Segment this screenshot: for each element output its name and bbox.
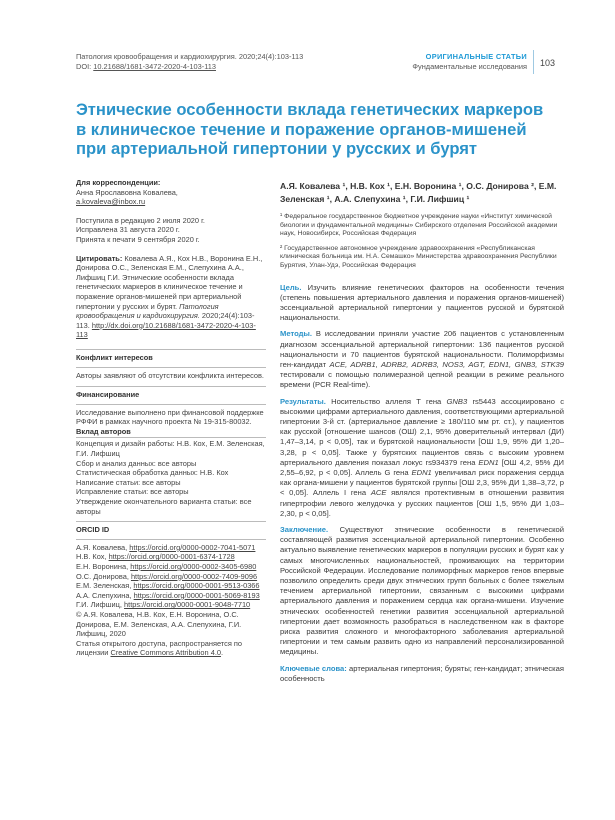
citation-label: Цитировать:	[76, 253, 123, 263]
contrib-item: Сбор и анализ данных: все авторы	[76, 458, 197, 468]
conclusion-text: Существуют этнические особенности в генетической составляющей развития эссенциальной артериальной гипертонии. Особенно актуально выявление генетических маркеров в популяции русских и бурят как у самых многочисленных национальностей, проживающих на территории Российской Федерации. Исследование полиморфных маркеров генов впервые позволило определить среди двух этнических групп больных с более тяжелым течением артериальной гипертонии, связанным с высокими цифрами артериального давления и поражением сердца как органа-мишени. Изучение этнических особенностей генетики развития эссенциальной артериальной гипертонии дает возможность разобраться в наследственном как в факторе риска развития сложного и многофакторного заболевания артериальной гипертонии и тем самым развить одно из направлений персонализированной медицины.	[280, 525, 564, 657]
contrib-label: Вклад авторов	[76, 426, 131, 436]
orcid-link[interactable]: https://orcid.org/0000-0001-6374-1728	[108, 552, 235, 562]
header-divider	[533, 50, 534, 74]
orcid-author: Е.Н. Воронина,	[76, 562, 131, 571]
orcid-link[interactable]: https://orcid.org/0000-0002-3405-6980	[130, 562, 257, 571]
methods-genes: ACE, ADRB1, ADRB2, ADRB3, NOS3, AGT, EDN1, GNB3, STK39	[329, 359, 565, 369]
orcid-label: ORCID ID	[76, 525, 110, 535]
gene-gnb3: GNB3	[446, 396, 468, 406]
orcid-entry	[76, 581, 266, 591]
orcid-entry	[76, 562, 266, 572]
contrib-item: Исправление статьи: все авторы	[76, 487, 189, 497]
date-revised: Исправлена 31 августа 2020 г.	[76, 225, 180, 235]
divider	[76, 521, 266, 522]
abstract-methods	[280, 329, 564, 390]
results-label: Результаты.	[280, 396, 326, 406]
copyright: © А.Я. Ковалева, Н.В. Кох, Е.Н. Воронина, О.С. Донирова, Е.М. Зеленская, А.А. Слепухина, Г.И. Лифшиц, 2020	[76, 609, 242, 639]
date-accepted: Принята к печати 9 сентября 2020 г.	[76, 234, 200, 244]
article-title: Этнические особенности вклада генетических маркеров в клиническое течение и поражение органов-мишеней при артериальной гипертонии у русских и бурят	[76, 100, 544, 158]
results-text-2: rs5443 ассоциировано с высокими цифрами артериального давления, соответствующими артериальной гипертонии 3-й ст. (артериальное давление ≥ 180/110 мм рт. ст.), у пациентов как русской [отношение шансов (ОШ) 2,1, 95% доверительный интервал (ДИ) 1,47–3,14, p < 0,05], так и бурятской национальности [ОШ 1,9, 95% ДИ 1,20–3,28, p < 0,05]. Также у бурятских пациентов связь с высоким уровнем артериального давления показал локус rs934379 гена	[280, 396, 564, 467]
page-number: 103	[540, 58, 556, 68]
citation-block	[76, 254, 266, 340]
funding-label: Финансирование	[76, 390, 140, 400]
abstract-conclusion	[280, 525, 564, 658]
divider	[76, 349, 266, 350]
license-text: Статья открытого доступа, распространяется по лицензии	[76, 638, 243, 658]
conflict-text: Авторы заявляют об отсутствии конфликта интересов.	[76, 370, 264, 380]
methods-text: В исследовании приняли участие 206 пациентов с установленным диагнозом эссенциальной артериальной гипертонии: 136 пациентов русской национальности и 70 пациентов бурятской национальности. Полиморфизмы ген-кандидат	[280, 329, 564, 369]
results-text-4: увеличивал риск поражения сердца как органа-мишени у пациентов бурятской группы [ОШ 2,3, 95% ДИ 1,38–3,72, p < 0,05]. Аллель I гена	[280, 468, 564, 498]
main-column	[280, 180, 564, 690]
divider	[76, 437, 266, 438]
keywords-label: Ключевые слова:	[280, 663, 347, 673]
orcid-link[interactable]: https://orcid.org/0000-0001-9048-7710	[124, 600, 251, 610]
journal-header	[76, 52, 303, 72]
divider	[76, 386, 266, 387]
gene-edn1: EDN1	[478, 457, 499, 467]
keywords	[280, 664, 564, 684]
divider	[76, 539, 266, 540]
left-sidebar	[76, 178, 266, 658]
orcid-author: Г.И. Лифшиц,	[76, 600, 125, 610]
date-received: Поступила в редакцию 2 июля 2020 г.	[76, 215, 205, 225]
orcid-entry	[76, 543, 266, 553]
doi-label: DOI:	[76, 62, 94, 71]
author-list: А.Я. Ковалева ¹, Н.В. Кох ¹, Е.Н. Воронина ¹, О.С. Донирова ², Е.М. Зеленская ¹, А.А. Слепухина ¹, Г.И. Лифшиц ¹	[280, 181, 557, 204]
citation-journal: Патология кровообращения и кардиохирургия.	[76, 301, 219, 321]
orcid-entry	[76, 572, 266, 582]
citation-link[interactable]: http://dx.doi.org/10.21688/1681-3472-2020-4-103-113	[76, 320, 256, 340]
orcid-author: Е.М. Зеленская,	[76, 581, 134, 591]
correspondence-email[interactable]: a.kovaleva@inbox.ru	[76, 197, 146, 207]
section-name: ОРИГИНАЛЬНЫЕ СТАТЬИ	[425, 52, 527, 61]
orcid-link[interactable]: https://orcid.org/0000-0001-9513-0366	[133, 581, 260, 591]
methods-text-2: тестировали с помощью полимеразной цепной реакции в режиме реального времени (PCR Real-time).	[280, 370, 564, 390]
divider	[76, 367, 266, 368]
correspondence-name: Анна Ярославовна Ковалева,	[76, 187, 178, 197]
orcid-link[interactable]: https://orcid.org/0000-0002-7041-5071	[129, 542, 256, 552]
citation-ref: 2020;24(4):103-113.	[76, 311, 255, 330]
orcid-link[interactable]: https://orcid.org/0000-0002-7409-9096	[130, 571, 258, 581]
results-text: Носительство аллеля T гена	[325, 396, 447, 406]
abstract-aim	[280, 283, 564, 324]
divider	[76, 404, 266, 405]
conclusion-label: Заключение.	[280, 525, 329, 535]
orcid-author: О.С. Донирова,	[76, 571, 131, 581]
contrib-item: Утверждение окончательного варианта статьи: все авторы	[76, 497, 252, 516]
affiliation-1: ¹ Федеральное государственное бюджетное учреждение науки «Институт химической биологии и фундаментальной медицины» Сибирского отделения Российской академии наук, Новосибирск, Российская Федерация	[280, 213, 558, 238]
orcid-entry	[76, 600, 266, 610]
contrib-item: Статистическая обработка данных: Н.В. Кох	[76, 468, 229, 478]
orcid-entry	[76, 552, 266, 562]
subsection-name: Фундаментальные исследования	[412, 62, 527, 71]
aim-text: Изучить влияние генетических факторов на особенности течения (степень повышения артериального давления и поражения органов-мишеней) эссенциальной артериальной гипертонии у пациентов русской и бурятской национальности.	[280, 282, 564, 323]
gene-edn1: EDN1	[411, 468, 432, 478]
gene-ace: ACE	[370, 488, 387, 498]
section-header	[412, 52, 527, 72]
contrib-item: Написание статьи: все авторы	[76, 477, 181, 487]
aim-label: Цель.	[280, 282, 302, 292]
orcid-link[interactable]: https://orcid.org/0000-0001-5069-8193	[133, 590, 260, 600]
results-text-3: [ОШ 4,2, 95% ДИ 2,55–6,92, p < 0,05]. Аллель G гена	[280, 457, 564, 478]
doi-link[interactable]: 10.21688/1681-3472-2020-4-103-113	[93, 62, 216, 71]
orcid-author: А.А. Слепухина,	[76, 590, 134, 600]
doi-line	[76, 62, 303, 72]
correspondence-label: Для корреспонденции:	[76, 178, 161, 187]
keywords-text: артериальная гипертония; буряты; ген-кандидат; этническая особенность	[280, 663, 564, 683]
results-text-5: являлся протективным в отношении развития гипертрофии левого желудочка у русских пациентов [ОШ 1,5, 95% ДИ 1,03–2,30, p < 0,05].	[280, 488, 564, 518]
orcid-author: Н.В. Кох,	[76, 552, 109, 562]
funding-text: Исследование выполнено при финансовой поддержке РФФИ в рамках научного проекта № 19-315-80032.	[76, 407, 264, 427]
license-end: .	[220, 648, 224, 658]
license-link[interactable]: Creative Commons Attribution 4.0	[110, 648, 221, 658]
contrib-item: Концепция и дизайн работы: Н.В. Кох, Е.М. Зеленская, Г.И. Лифшиц	[76, 439, 265, 459]
orcid-entry	[76, 591, 266, 601]
conflict-label: Конфликт интересов	[76, 352, 153, 362]
license	[76, 639, 266, 658]
journal-citation: Патология кровообращения и кардиохирургия. 2020;24(4):103-113	[76, 52, 304, 61]
affiliation-2: ² Государственное автономное учреждение здравоохранения «Республиканская клиническая больница им. Н.А. Семашко» Министерства здравоохранения Республики Бурятия, Улан-Удэ, Российская Федерация	[280, 244, 557, 269]
methods-label: Методы.	[280, 329, 313, 339]
citation-text: Ковалева А.Я., Кох Н.В., Воронина Е.Н., Донирова О.С., Зеленская Е.М., Слепухина А.А., Лифшиц Г.И. Этнические особенности вклада генетических маркеров в клиническое течение и поражение органов-мишеней при артериальной гипертонии у русских и бурят.	[76, 253, 263, 311]
abstract-results	[280, 397, 564, 519]
orcid-author: А.Я. Ковалева,	[76, 542, 130, 552]
